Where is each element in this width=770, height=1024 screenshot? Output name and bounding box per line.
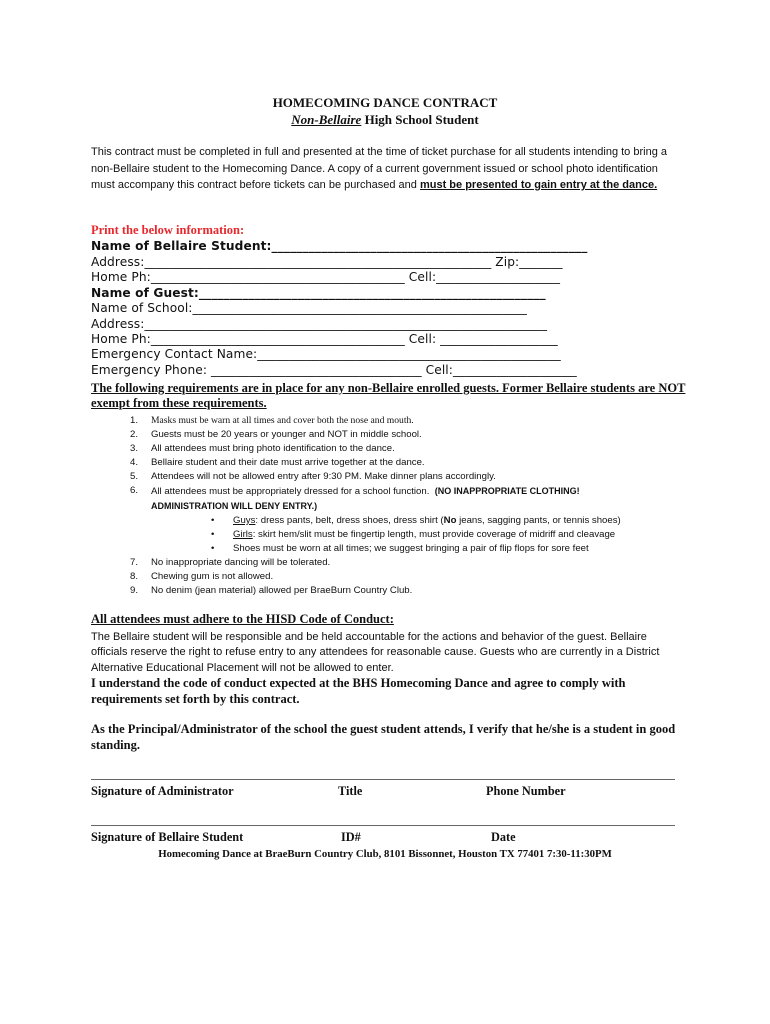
student-signature-label: Signature of Bellaire Student [91,830,244,844]
bullet-icon: • [211,543,215,554]
id-label: ID# [341,830,361,844]
event-footer: Homecoming Dance at BraeBurn Country Club, 8101 Bissonnet, Houston TX 77401 7:30-11:30PM [158,848,612,860]
intro-emphasis: must be presented to gain entry at the dance. [419,179,658,191]
list-item: • Guys: dress pants, belt, dress shoes, dress shirt (No jeans, sagging pants, or tennis shoes) [211,515,621,526]
page-subtitle [0,112,770,128]
subtitle-rest: High School Student [364,112,479,127]
field-address-guest[interactable]: Address:_________________________________________________________________ [91,317,548,331]
conduct-heading: All attendees must adhere to the HISD Code of Conduct: [91,612,394,626]
field-address-student[interactable]: Address:________________________________________________________ Zip:_______ [91,255,563,269]
intro-paragraph [91,144,681,194]
field-emergency-contact[interactable]: Emergency Contact Name:_________________________________________________ [91,347,561,361]
field-name-school[interactable]: Name of School:______________________________________________________ [91,301,527,315]
admin-signature-label: Signature of Administrator [91,784,234,798]
dress-code-list [151,514,635,556]
field-name-guest[interactable]: Name of Guest:________________________________________________________ [91,286,546,300]
bullet-icon: • [211,515,215,526]
verification-statement: As the Principal/Administrator of the school the guest student attends, I verify that he/she is a student in good standing. [91,722,676,752]
list-item: 3. All attendees must bring photo identification to the dance. [130,443,395,454]
field-name-bellaire-student[interactable]: Name of Bellaire Student:___________________________________________________ [91,239,588,253]
list-item: 6. All attendees must be appropriately dressed for a school function. (NO INAPPROPRIATE CLOTHING! ADMINISTRATION WILL DENY ENTRY.) • Guys: dress pants, belt, dress shoes, dress shirt (No jeans, sagging pants, or tennis shoes) • Girls: skirt hem/slit must be fingertip length, must provide coverage of midriff and cleavage • Shoes must be worn at all times; we suggest bringing a pair of flip flops for sore feet [115,484,635,556]
admin-signature-line[interactable] [91,779,675,780]
date-label: Date [491,830,516,844]
list-item: 4. Bellaire student and their date must arrive together at the dance. [130,457,425,468]
phone-number-label: Phone Number [486,784,566,798]
field-home-phone-guest[interactable]: Home Ph:_________________________________________ Cell: ___________________ [91,332,558,346]
intro-text: This contract must be completed in full and presented at the time of ticket purchase for all students intending to bring a non-Bellaire student to the Homecoming Dance. A copy of a current government issued or school photo identification must accompany this contract before tickets can be purchased and [91,146,667,191]
form-heading: Print the below information: [91,223,245,237]
student-signature-line[interactable] [91,825,675,826]
list-item: • Shoes must be worn at all times; we suggest bringing a pair of flip flops for sore feet [211,543,589,554]
list-item: 7. No inappropriate dancing will be tolerated. [130,557,331,568]
bullet-icon: • [211,529,215,540]
list-item: 8. Chewing gum is not allowed. [130,571,274,582]
dress-warning: (NO INAPPROPRIATE CLOTHING! ADMINISTRATION WILL DENY ENTRY.) [151,486,580,511]
list-item: 1. Masks must be warn at all times and cover both the nose and mouth. [130,415,414,426]
agreement-statement: I understand the code of conduct expected at the BHS Homecoming Dance and agree to comply with requirements set forth by this contract. [91,676,626,706]
subtitle-non-bellaire: Non-Bellaire [291,112,362,127]
field-emergency-phone[interactable]: Emergency Phone: __________________________________ Cell:____________________ [91,363,577,377]
conduct-paragraph: The Bellaire student will be responsible and be held accountable for the actions and behavior of the guest. Bellaire officials reserve the right to refuse entry to any attendees for reasonable cause. Guests who are currently in a District Alternative Educational Placement will not be allowed to enter. [91,631,660,674]
list-item: 9. No denim (jean material) allowed per BraeBurn Country Club. [130,585,413,596]
list-item: 2. Guests must be 20 years or younger and NOT in middle school. [130,429,422,440]
page-title: HOMECOMING DANCE CONTRACT [272,95,498,110]
list-item: 5. Attendees will not be allowed entry after 9:30 PM. Make dinner plans accordingly. [130,471,496,482]
list-item: • Girls: skirt hem/slit must be fingertip length, must provide coverage of midriff and cleavage [211,529,616,540]
requirements-list [115,414,635,598]
requirements-heading: The following requirements are in place for any non-Bellaire enrolled guests. Former Bellaire students are NOT exempt from these requirements. [91,381,686,410]
title-label: Title [338,784,363,798]
field-home-phone-student[interactable]: Home Ph:_________________________________________ Cell:____________________ [91,270,561,284]
